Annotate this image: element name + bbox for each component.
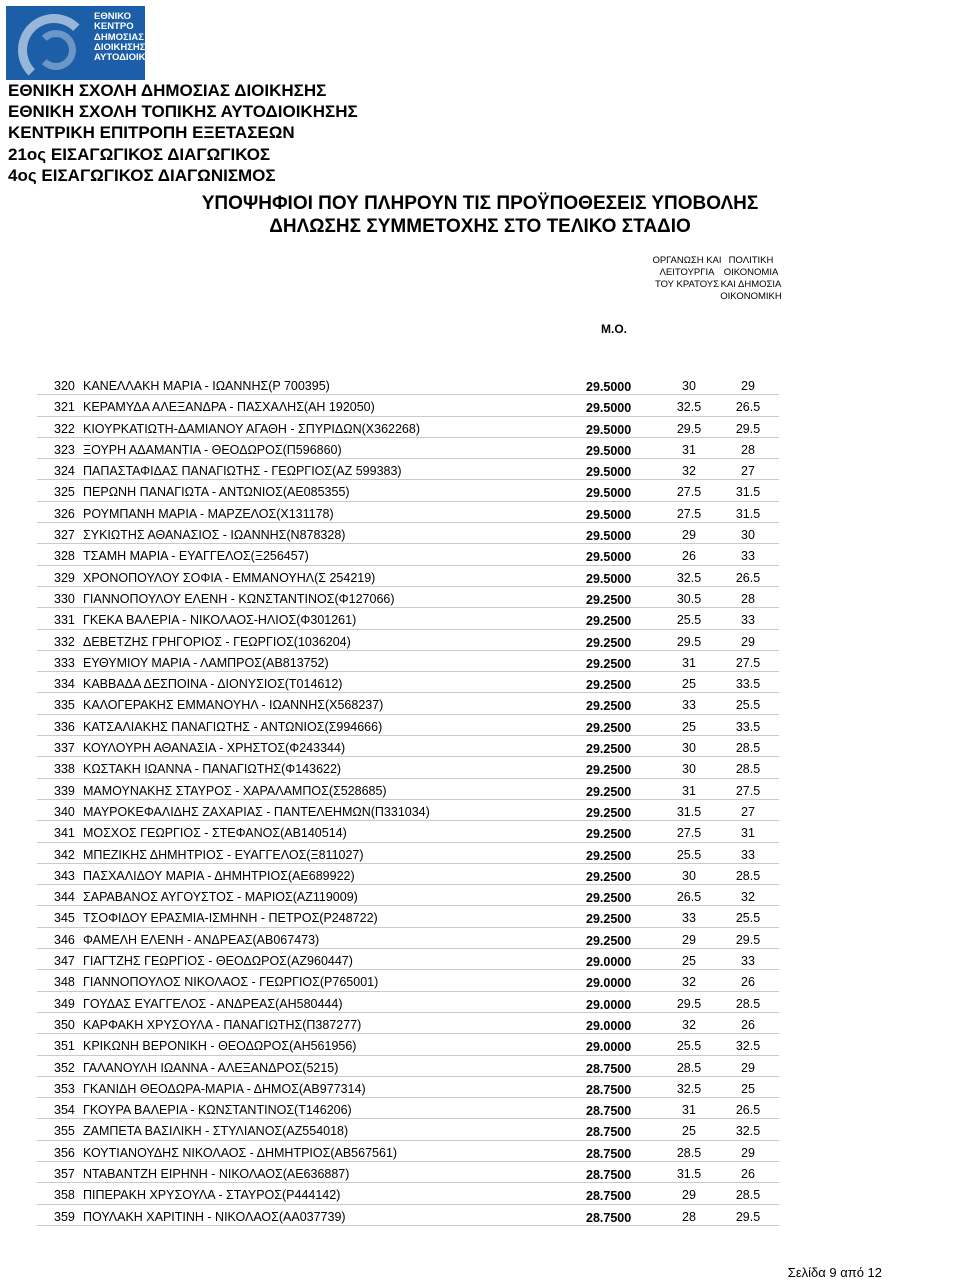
average-score: 29.5000 <box>586 380 632 394</box>
organisation-score: 27.5 <box>676 506 702 521</box>
table-row <box>37 928 779 949</box>
candidate-name: ΔΕΒΕΤΖΗΣ ΓΡΗΓΟΡΙΟΣ - ΓΕΩΡΓΙΟΣ(1036204) <box>83 634 351 649</box>
organisation-score: 29.5 <box>676 996 702 1011</box>
header-line: 21ος ΕΙΣΑΓΩΓΙΚΟΣ ΔΙΑΓΩΓΙΚΟΣ <box>8 144 271 164</box>
header-line: ΚΕΝΤΡΙΚΗ ΕΠΙΤΡΟΠΗ ΕΞΕΤΑΣΕΩΝ <box>8 123 295 143</box>
row-number: 337 <box>54 741 75 756</box>
organisation-score: 30 <box>682 379 696 393</box>
average-score: 28.7500 <box>586 1210 632 1225</box>
average-score: 29.0000 <box>586 1040 632 1055</box>
candidate-name: ΚΑΤΣΑΛΙΑΚΗΣ ΠΑΝΑΓΙΩΤΗΣ - ΑΝΤΩΝΙΟΣ(Σ994666) <box>83 719 383 734</box>
average-score: 29.5000 <box>586 465 632 480</box>
organisation-score: 29.5 <box>676 634 702 649</box>
table-row <box>37 736 779 757</box>
candidate-name: ΧΡΟΝΟΠΟΥΛΟΥ ΣΟΦΙΑ - ΕΜΜΑΝΟΥΗΛ(Σ 254219) <box>83 570 376 585</box>
candidate-name: ΓΙΑΓΤΖΗΣ ΓΕΩΡΓΙΟΣ - ΘΕΟΔΩΡΟΣ(ΑΖ960447) <box>83 954 353 969</box>
average-score: 29.5000 <box>586 550 632 565</box>
table-row <box>37 1098 779 1119</box>
table-row <box>37 1013 779 1034</box>
economics-score: 31 <box>741 826 755 841</box>
candidate-name: ΜΑΜΟΥΝΑΚΗΣ ΣΤΑΥΡΟΣ - ΧΑΡΑΛΑΜΠΟΣ(Σ528685) <box>83 783 387 798</box>
average-score: 29.2500 <box>586 869 632 884</box>
average-score: 28.7500 <box>586 1189 632 1204</box>
candidate-name: ΚΡΙΚΩΝΗ ΒΕΡΟΝΙΚΗ - ΘΕΟΔΩΡΟΣ(ΑΗ561956) <box>83 1039 357 1054</box>
average-score: 29.0000 <box>586 955 632 970</box>
row-number: 356 <box>54 1145 75 1160</box>
table-row <box>37 970 779 991</box>
candidate-name: ΜΟΣΧΟΣ ΓΕΩΡΓΙΟΣ - ΣΤΕΦΑΝΟΣ(ΑΒ140514) <box>83 826 347 841</box>
economics-score: 26.5 <box>735 1103 761 1118</box>
average-score: 29.2500 <box>586 656 632 671</box>
candidate-name: ΚΑΛΟΓΕΡΑΚΗΣ ΕΜΜΑΝΟΥΗΛ - ΙΩΑΝΝΗΣ(Χ568237) <box>83 698 384 713</box>
candidate-name: ΝΤΑΒΑΝΤΖΗ ΕΙΡΗΝΗ - ΝΙΚΟΛΑΟΣ(ΑΕ636887) <box>83 1166 350 1181</box>
row-number: 353 <box>54 1081 75 1096</box>
table-row <box>37 587 779 608</box>
row-number: 355 <box>54 1124 75 1139</box>
candidate-name: ΓΟΥΔΑΣ ΕΥΑΓΓΕΛΟΣ - ΑΝΔΡΕΑΣ(ΑΗ580444) <box>83 996 343 1011</box>
row-number: 333 <box>54 655 75 670</box>
candidate-name: ΠΑΣΧΑΛΙΔΟΥ ΜΑΡΙΑ - ΔΗΜΗΤΡΙΟΣ(ΑΕ689922) <box>83 868 355 883</box>
row-number: 359 <box>54 1209 75 1224</box>
row-number: 329 <box>54 570 75 585</box>
results-table <box>37 374 779 1226</box>
table-row <box>37 1056 779 1077</box>
candidate-name: ΚΟΥΛΟΥΡΗ ΑΘΑΝΑΣΙΑ - ΧΡΗΣΤΟΣ(Φ243344) <box>83 741 346 756</box>
organisation-score: 32 <box>682 464 696 479</box>
average-score: 29.2500 <box>586 763 632 778</box>
average-score: 29.2500 <box>586 742 632 757</box>
organisation-score: 28.5 <box>676 1145 702 1160</box>
table-row <box>37 906 779 927</box>
candidate-name: ΠΕΡΩΝΗ ΠΑΝΑΓΙΩΤΑ - ΑΝΤΩΝΙΟΣ(ΑΕ085355) <box>83 485 350 500</box>
organisation-score: 28.5 <box>676 1060 702 1075</box>
table-row <box>37 630 779 651</box>
average-score: 29.5000 <box>586 486 632 501</box>
organisation-score: 29 <box>682 528 696 543</box>
organisation-score: 26 <box>682 549 696 564</box>
header-line: ΕΘΝΙΚΗ ΣΧΟΛΗ ΤΟΠΙΚΗΣ ΑΥΤΟΔΙΟΙΚΗΣΗΣ <box>8 102 358 122</box>
average-score: 29.5000 <box>586 422 632 437</box>
table-row <box>37 523 779 544</box>
row-number: 327 <box>54 528 75 543</box>
average-score: 29.5000 <box>586 443 632 458</box>
row-number: 332 <box>54 634 75 649</box>
logo-arc-inner <box>36 30 76 70</box>
economics-score: 27.5 <box>735 783 761 798</box>
economics-score: 28.5 <box>735 741 761 756</box>
economics-score: 29.5 <box>735 932 761 947</box>
economics-score: 33 <box>741 954 755 969</box>
table-row <box>37 693 779 714</box>
organisation-score: 31 <box>682 783 696 798</box>
economics-score: 29.5 <box>735 421 761 436</box>
organisation-score: 27.5 <box>676 485 702 500</box>
economics-score: 33 <box>741 613 755 628</box>
average-score: 29.5000 <box>586 507 632 522</box>
row-number: 328 <box>54 549 75 564</box>
row-number: 338 <box>54 762 75 777</box>
candidate-name: ΞΟΥΡΗ ΑΔΑΜΑΝΤΙΑ - ΘΕΟΔΩΡΟΣ(Π596860) <box>83 442 342 457</box>
organisation-score: 32.5 <box>676 1081 702 1096</box>
header-lines <box>8 80 358 186</box>
organisation-score: 32.5 <box>676 570 702 585</box>
average-score: 29.5000 <box>586 529 632 544</box>
row-number: 357 <box>54 1166 75 1181</box>
average-score: 28.7500 <box>586 1082 632 1097</box>
organisation-score: 25.5 <box>676 613 702 628</box>
economics-score: 27.5 <box>735 655 761 670</box>
average-score: 29.2500 <box>586 678 632 693</box>
table-row <box>37 843 779 864</box>
average-score: 28.7500 <box>586 1146 632 1161</box>
table-row <box>37 885 779 906</box>
economics-score: 33.5 <box>735 677 761 692</box>
economics-score: 33 <box>741 847 755 862</box>
economics-score: 29 <box>741 634 755 649</box>
organisation-score: 33 <box>682 698 696 713</box>
economics-score: 29.5 <box>735 1209 761 1224</box>
row-number: 343 <box>54 868 75 883</box>
table-row <box>37 544 779 565</box>
average-score: 29.2500 <box>586 827 632 842</box>
table-row <box>37 1077 779 1098</box>
row-number: 324 <box>54 464 75 479</box>
average-score: 29.0000 <box>586 1018 632 1033</box>
average-score: 29.2500 <box>586 891 632 906</box>
candidate-name: ΚΩΣΤΑΚΗ ΙΩΑΝΝΑ - ΠΑΝΑΓΙΩΤΗΣ(Φ143622) <box>83 762 342 777</box>
candidate-name: ΣΑΡΑΒΑΝΟΣ ΑΥΓΟΥΣΤΟΣ - ΜΑΡΙΟΣ(ΑΖ119009) <box>83 890 358 905</box>
row-number: 342 <box>54 847 75 862</box>
page-title-line-1: ΥΠΟΨΗΦΙΟΙ ΠΟΥ ΠΛΗΡΟΥΝ ΤΙΣ ΠΡΟΫΠΟΘΕΣΕΙΣ ΥΠΟΒΟΛΗΣ <box>201 193 759 214</box>
table-row <box>37 417 779 438</box>
organisation-score: 28 <box>682 1209 696 1224</box>
economics-score: 31.5 <box>735 506 761 521</box>
economics-score: 29 <box>741 1145 755 1160</box>
table-row <box>37 502 779 523</box>
row-number: 331 <box>54 613 75 628</box>
candidate-name: ΚΟΥΤΙΑΝΟΥΔΗΣ ΝΙΚΟΛΑΟΣ - ΔΗΜΗΤΡΙΟΣ(ΑΒ567561) <box>83 1145 398 1160</box>
economics-score: 28 <box>741 442 755 457</box>
header-line: 4ος ΕΙΣΑΓΩΓΙΚΟΣ ΔΙΑΓΩΝΙΣΜΟΣ <box>8 165 276 185</box>
economics-score: 25 <box>741 1081 755 1096</box>
candidate-name: ΚΑΡΦΑΚΗ ΧΡΥΣΟΥΛΑ - ΠΑΝΑΓΙΩΤΗΣ(Π387277) <box>83 1017 362 1032</box>
economics-score: 28.5 <box>735 996 761 1011</box>
average-score: 29.5000 <box>586 401 632 416</box>
table-row <box>37 864 779 885</box>
logo-text: ΕΘΝΙΚΟ ΚΕΝΤΡΟ ΔΗΜΟΣΙΑΣ ΔΙΟΙΚΗΣΗΣ & ΑΥΤΟΔΙΟΙΚΗΣΗΣ <box>94 11 171 64</box>
candidate-name: ΕΥΘΥΜΙΟΥ ΜΑΡΙΑ - ΛΑΜΠΡΟΣ(ΑΒ813752) <box>83 655 329 670</box>
organisation-score: 25 <box>682 677 696 692</box>
row-number: 348 <box>54 975 75 990</box>
row-number: 358 <box>54 1188 75 1203</box>
organisation-score: 33 <box>682 911 696 926</box>
row-number: 354 <box>54 1103 75 1118</box>
economics-score: 26 <box>741 1017 755 1032</box>
organisation-score: 26.5 <box>676 890 702 905</box>
candidate-name: ΓΙΑΝΝΟΠΟΥΛΟΣ ΝΙΚΟΛΑΟΣ - ΓΕΩΡΓΙΟΣ(Ρ765001) <box>83 975 379 990</box>
table-row <box>37 715 779 736</box>
row-number: 336 <box>54 719 75 734</box>
row-number: 344 <box>54 890 75 905</box>
average-score: 29.2500 <box>586 720 632 735</box>
candidate-name: ΚΑΝΕΛΛΑΚΗ ΜΑΡΙΑ - ΙΩΑΝΝΗΣ(Ρ 700395) <box>83 379 330 393</box>
economics-score: 28.5 <box>735 868 761 883</box>
table-row <box>37 672 779 693</box>
average-score: 28.7500 <box>586 1167 632 1182</box>
candidate-name: ΓΑΛΑΝΟΥΛΗ ΙΩΑΝΝΑ - ΑΛΕΞΑΝΔΡΟΣ(5215) <box>83 1060 339 1075</box>
economics-score: 30 <box>741 528 755 543</box>
organisation-score: 25.5 <box>676 847 702 862</box>
row-number: 347 <box>54 954 75 969</box>
table-row <box>37 779 779 800</box>
row-number: 335 <box>54 698 75 713</box>
row-number: 339 <box>54 783 75 798</box>
row-number: 320 <box>54 379 75 393</box>
average-score: 29.2500 <box>586 592 632 607</box>
average-score: 29.2500 <box>586 699 632 714</box>
row-number: 346 <box>54 932 75 947</box>
organisation-score: 25 <box>682 1124 696 1139</box>
organisation-score: 32 <box>682 975 696 990</box>
economics-score: 32.5 <box>735 1039 761 1054</box>
table-row <box>37 459 779 480</box>
row-number: 334 <box>54 677 75 692</box>
table-row <box>37 1034 779 1055</box>
candidate-name: ΓΚΕΚΑ ΒΑΛΕΡΙΑ - ΝΙΚΟΛΑΟΣ-ΗΛΙΟΣ(Φ301261) <box>83 613 357 628</box>
table-row <box>37 480 779 501</box>
table-row <box>37 608 779 629</box>
economics-score: 32 <box>741 890 755 905</box>
economics-score: 33.5 <box>735 719 761 734</box>
row-number: 349 <box>54 996 75 1011</box>
organisation-score: 32.5 <box>676 400 702 415</box>
candidate-name: ΓΚΑΝΙΔΗ ΘΕΟΔΩΡΑ-ΜΑΡΙΑ - ΔΗΜΟΣ(ΑΒ977314) <box>83 1081 366 1096</box>
table-row <box>37 992 779 1013</box>
average-score: 29.2500 <box>586 635 632 650</box>
organisation-score: 29 <box>682 932 696 947</box>
candidate-name: ΣΥΚΙΩΤΗΣ ΑΘΑΝΑΣΙΟΣ - ΙΩΑΝΝΗΣ(Ν878328) <box>83 528 346 543</box>
average-score: 29.0000 <box>586 976 632 991</box>
table-row <box>37 1183 779 1204</box>
row-number: 322 <box>54 421 75 436</box>
average-score: 28.7500 <box>586 1125 632 1140</box>
economics-score: 27 <box>741 804 755 819</box>
candidate-name: ΚΕΡΑΜΥΔΑ ΑΛΕΞΑΝΔΡΑ - ΠΑΣΧΑΛΗΣ(ΑΗ 192050) <box>83 400 375 415</box>
candidate-name: ΠΟΥΛΑΚΗ ΧΑΡΙΤΙΝΗ - ΝΙΚΟΛΑΟΣ(ΑΑ037739) <box>83 1209 346 1224</box>
organisation-score: 25 <box>682 954 696 969</box>
row-number: 351 <box>54 1039 75 1054</box>
table-row <box>37 757 779 778</box>
average-score: 28.7500 <box>586 1061 632 1076</box>
candidate-name: ΜΑΥΡΟΚΕΦΑΛΙΔΗΣ ΖΑΧΑΡΙΑΣ - ΠΑΝΤΕΛΕΗΜΩΝ(Π331034) <box>83 804 430 819</box>
average-score: 29.5000 <box>586 571 632 586</box>
table-row <box>37 374 779 395</box>
column-header-average: Μ.Ο. <box>601 322 627 336</box>
economics-score: 27 <box>741 464 755 479</box>
table-row <box>37 566 779 587</box>
organisation-score: 31 <box>682 1103 696 1118</box>
organisation-score: 30 <box>682 868 696 883</box>
average-score: 29.2500 <box>586 805 632 820</box>
table-row <box>37 949 779 970</box>
row-number: 325 <box>54 485 75 500</box>
average-score: 29.2500 <box>586 848 632 863</box>
table-row <box>37 821 779 842</box>
economics-score: 25.5 <box>735 698 761 713</box>
organisation-score: 30 <box>682 741 696 756</box>
row-number: 323 <box>54 442 75 457</box>
logo <box>6 6 171 80</box>
candidate-name: ΠΑΠΑΣΤΑΦΙΔΑΣ ΠΑΝΑΓΙΩΤΗΣ - ΓΕΩΡΓΙΟΣ(ΑΖ 599383) <box>83 464 402 479</box>
page-number: Σελίδα 9 από 12 <box>787 1265 882 1280</box>
page-title-line-2: ΔΗΛΩΣΗΣ ΣΥΜΜΕΤΟΧΗΣ ΣΤΟ ΤΕΛΙΚΟ ΣΤΑΔΙΟ <box>269 216 691 237</box>
organisation-score: 30.5 <box>676 591 702 606</box>
economics-score: 25.5 <box>735 911 761 926</box>
economics-score: 26 <box>741 1166 755 1181</box>
row-number: 326 <box>54 506 75 521</box>
row-number: 341 <box>54 826 75 841</box>
row-number: 350 <box>54 1017 75 1032</box>
organisation-score: 25 <box>682 719 696 734</box>
average-score: 29.2500 <box>586 933 632 948</box>
economics-score: 31.5 <box>735 485 761 500</box>
economics-score: 26 <box>741 975 755 990</box>
average-score: 29.2500 <box>586 614 632 629</box>
candidate-name: ΖΑΜΠΕΤΑ ΒΑΣΙΛΙΚΗ - ΣΤΥΛΙΑΝΟΣ(ΑΖ554018) <box>83 1124 349 1139</box>
table-row <box>37 1119 779 1140</box>
average-score: 29.0000 <box>586 997 632 1012</box>
candidate-name: ΜΠΕΖΙΚΗΣ ΔΗΜΗΤΡΙΟΣ - ΕΥΑΓΓΕΛΟΣ(Ξ811027) <box>83 847 364 862</box>
table-row <box>37 1162 779 1183</box>
row-number: 345 <box>54 911 75 926</box>
table-row <box>37 1141 779 1162</box>
column-header-economics: ΠΟΛΙΤΙΚΗ ΟΙΚΟΝΟΜΙΑ ΚΑΙ ΔΗΜΟΣΙΑ ΟΙΚΟΝΟΜΙΚΗ <box>720 255 782 302</box>
table-row <box>37 395 779 416</box>
table-row <box>37 651 779 672</box>
organisation-score: 31 <box>682 655 696 670</box>
row-number: 340 <box>54 804 75 819</box>
economics-score: 29 <box>741 379 755 393</box>
table-row <box>37 438 779 459</box>
organisation-score: 32 <box>682 1017 696 1032</box>
organisation-score: 31 <box>682 442 696 457</box>
header-line: ΕΘΝΙΚΗ ΣΧΟΛΗ ΔΗΜΟΣΙΑΣ ΔΙΟΙΚΗΣΗΣ <box>8 81 327 100</box>
candidate-name: ΡΟΥΜΠΑΝΗ ΜΑΡΙΑ - ΜΑΡΖΕΛΟΣ(Χ131178) <box>83 506 334 521</box>
average-score: 29.2500 <box>586 912 632 927</box>
candidate-name: ΤΣΟΦΙΔΟΥ ΕΡΑΣΜΙΑ-ΙΣΜΗΝΗ - ΠΕΤΡΟΣ(Ρ248722) <box>83 911 378 926</box>
table-row <box>37 1205 779 1226</box>
economics-score: 28 <box>741 591 755 606</box>
economics-score: 28.5 <box>735 762 761 777</box>
row-number: 352 <box>54 1060 75 1075</box>
organisation-score: 30 <box>682 762 696 777</box>
economics-score: 26.5 <box>735 570 761 585</box>
organisation-score: 31.5 <box>676 1166 702 1181</box>
row-number: 321 <box>54 400 75 415</box>
organisation-score: 25.5 <box>676 1039 702 1054</box>
economics-score: 28.5 <box>735 1188 761 1203</box>
average-score: 28.7500 <box>586 1104 632 1119</box>
candidate-name: ΚΑΒΒΑΔΑ ΔΕΣΠΟΙΝΑ - ΔΙΟΝΥΣΙΟΣ(Τ014612) <box>83 677 343 692</box>
economics-score: 33 <box>741 549 755 564</box>
economics-score: 26.5 <box>735 400 761 415</box>
organisation-score: 29.5 <box>676 421 702 436</box>
column-header-organisation: ΟΡΓΑΝΩΣΗ ΚΑΙ ΛΕΙΤΟΥΡΓΙΑ ΤΟΥ ΚΡΑΤΟΥΣ <box>652 255 722 290</box>
economics-score: 32.5 <box>735 1124 761 1139</box>
row-number: 330 <box>54 591 75 606</box>
candidate-name: ΠΙΠΕΡΑΚΗ ΧΡΥΣΟΥΛΑ - ΣΤΑΥΡΟΣ(Ρ444142) <box>83 1188 341 1203</box>
candidate-name: ΦΑΜΕΛΗ ΕΛΕΝΗ - ΑΝΔΡΕΑΣ(ΑΒ067473) <box>83 932 320 947</box>
table-row <box>37 800 779 821</box>
candidate-name: ΤΣΑΜΗ ΜΑΡΙΑ - ΕΥΑΓΓΕΛΟΣ(Ξ256457) <box>83 549 309 564</box>
organisation-score: 31.5 <box>676 804 702 819</box>
candidate-name: ΓΚΟΥΡΑ ΒΑΛΕΡΙΑ - ΚΩΝΣΤΑΝΤΙΝΟΣ(Τ146206) <box>83 1103 352 1118</box>
average-score: 29.2500 <box>586 784 632 799</box>
organisation-score: 27.5 <box>676 826 702 841</box>
economics-score: 29 <box>741 1060 755 1075</box>
organisation-score: 29 <box>682 1188 696 1203</box>
candidate-name: ΚΙΟΥΡΚΑΤΙΩΤΗ-ΔΑΜΙΑΝΟΥ ΑΓΑΘΗ - ΣΠΥΡΙΔΩΝ(Χ362268) <box>83 421 420 436</box>
candidate-name: ΓΙΑΝΝΟΠΟΥΛΟΥ ΕΛΕΝΗ - ΚΩΝΣΤΑΝΤΙΝΟΣ(Φ127066) <box>83 591 395 606</box>
